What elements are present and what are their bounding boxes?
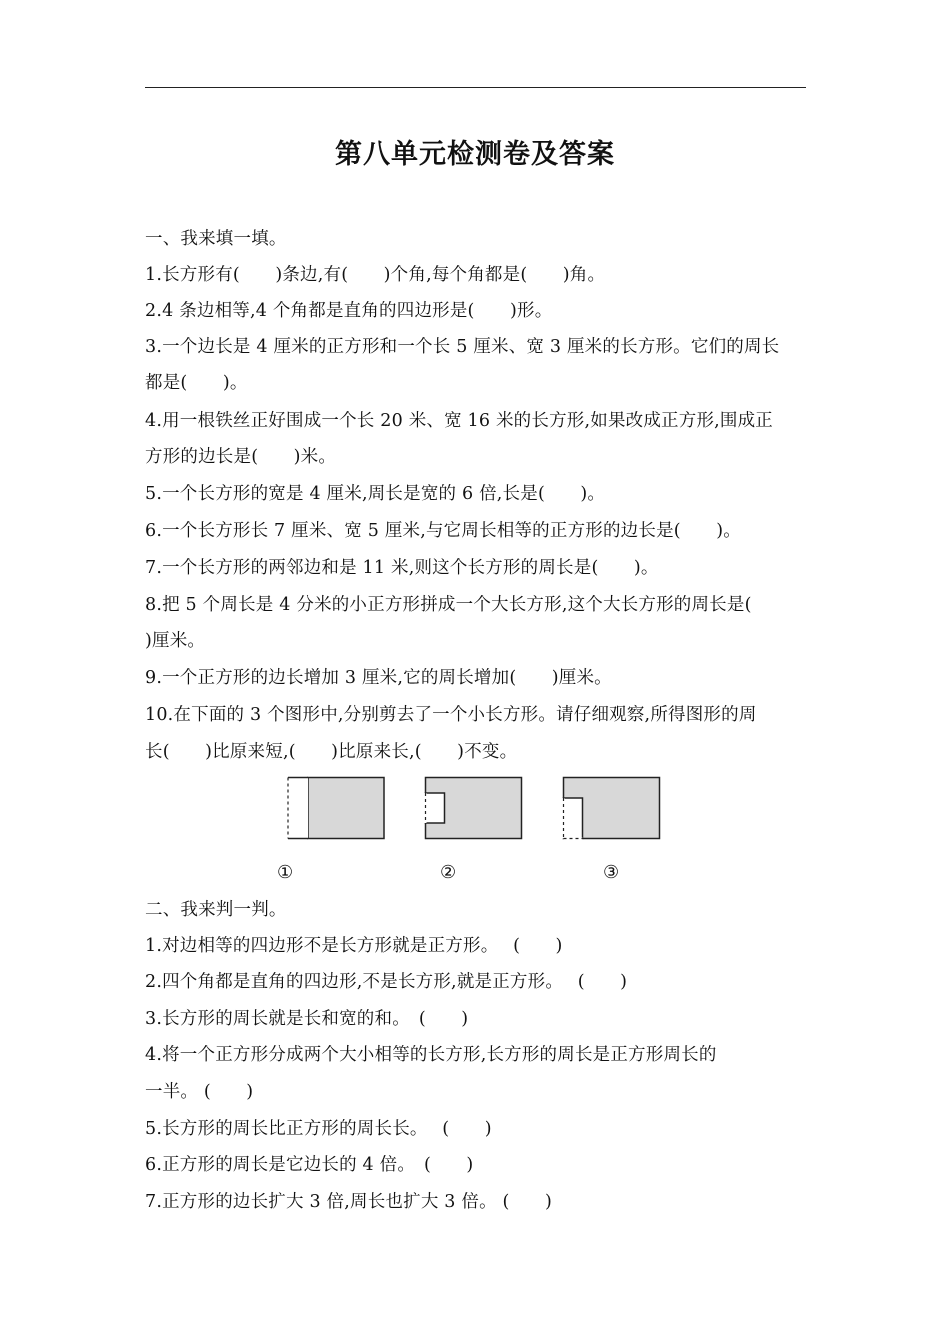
fill-line-5: 5.一个长方形的宽是 4 厘米,周长是宽的 6 倍,长是( )。: [145, 484, 606, 504]
figure-1: [286, 776, 386, 842]
fill-line-7: 7.一个长方形的两邻边和是 11 米,则这个长方形的周长是( )。: [145, 558, 659, 578]
fill-line-3: 3.一个边长是 4 厘米的正方形和一个长 5 厘米、宽 3 厘米的长方形。它们的周长: [145, 337, 780, 357]
fill-line-10: 10.在下面的 3 个图形中,分别剪去了一个小长方形。请仔细观察,所得图形的周: [145, 705, 757, 725]
judge-line-1: 1.对边相等的四边形不是长方形就是正方形。 ( ): [145, 936, 563, 956]
fill-line-4: 4.用一根铁丝正好围成一个长 20 米、宽 16 米的长方形,如果改成正方形,围成正: [145, 411, 774, 431]
page-title: 第八单元检测卷及答案: [335, 139, 615, 170]
judge-line-7: 7.正方形的边长扩大 3 倍,周长也扩大 3 倍。 ( ): [145, 1192, 552, 1212]
judge-line-3: 3.长方形的周长就是长和宽的和。 ( ): [145, 1009, 469, 1029]
fill-line-9: 9.一个正方形的边长增加 3 厘米,它的周长增加( )厘米。: [145, 668, 612, 688]
figure-2: [424, 776, 524, 842]
figure-2-cut-notch: [426, 793, 445, 823]
figure-label-3: ③: [603, 862, 620, 883]
figure-1-remaining-area: [308, 778, 384, 839]
fill-line-6: 6.一个长方形长 7 厘米、宽 5 厘米,与它周长相等的正方形的边长是( )。: [145, 521, 741, 541]
judge-line-4: 4.将一个正方形分成两个大小相等的长方形,长方形的周长是正方形周长的: [145, 1045, 717, 1065]
cut-rectangle-figures: [280, 776, 680, 846]
fill-line-4-cont: 方形的边长是( )米。: [145, 447, 337, 467]
figure-label-2: ②: [440, 862, 457, 883]
fill-line-1: 1.长方形有( )条边,有( )个角,每个角都是( )角。: [145, 265, 606, 285]
header-rule: [145, 87, 806, 88]
fill-line-8: 8.把 5 个周长是 4 分米的小正方形拼成一个大长方形,这个大长方形的周长是(: [145, 595, 752, 615]
judge-line-2: 2.四个角都是直角的四边形,不是长方形,就是正方形。 ( ): [145, 972, 628, 992]
section1-heading: 一、我来填一填。: [145, 229, 287, 249]
judge-line-5: 5.长方形的周长比正方形的周长长。 ( ): [145, 1119, 492, 1139]
fill-line-2: 2.4 条边相等,4 个角都是直角的四边形是( )形。: [145, 301, 553, 321]
figure-3-cut-corner: [564, 798, 583, 839]
judge-line-4-cont: 一半。 ( ): [145, 1082, 254, 1102]
figure-1-cut-piece: [288, 778, 308, 839]
judge-line-6: 6.正方形的周长是它边长的 4 倍。 ( ): [145, 1155, 474, 1175]
section2-heading: 二、我来判一判。: [145, 900, 287, 920]
figure-label-1: ①: [277, 862, 294, 883]
fill-line-3-cont: 都是( )。: [145, 373, 248, 393]
fill-line-8-cont: )厘米。: [145, 631, 206, 651]
fill-line-10-cont: 长( )比原来短,( )比原来长,( )不变。: [145, 742, 518, 762]
figure-3: [562, 776, 662, 842]
